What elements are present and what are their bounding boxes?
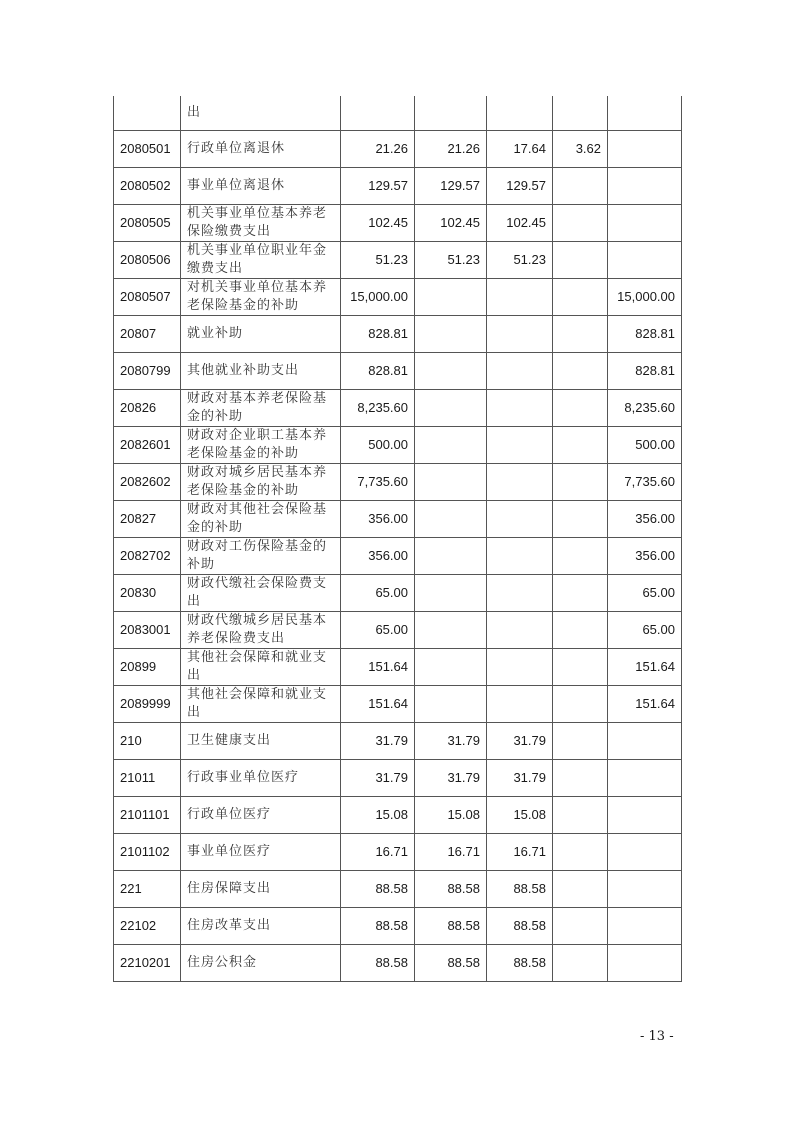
row-name: 财政对企业职工基本养老保险基金的补助 — [181, 426, 341, 463]
row-code: 2101101 — [114, 796, 181, 833]
col-basic-subtotal — [415, 426, 487, 463]
col-total: 500.00 — [341, 426, 415, 463]
col-project — [608, 96, 682, 130]
col-basic-subtotal — [415, 315, 487, 352]
col-personnel: 15.08 — [487, 796, 553, 833]
col-personnel: 88.58 — [487, 870, 553, 907]
col-project: 151.64 — [608, 685, 682, 722]
row-code: 2089999 — [114, 685, 181, 722]
table-row — [114, 389, 682, 426]
row-code: 2101102 — [114, 833, 181, 870]
table-row — [114, 96, 682, 130]
col-basic-subtotal: 31.79 — [415, 759, 487, 796]
row-name: 住房公积金 — [181, 944, 341, 981]
col-total: 88.58 — [341, 870, 415, 907]
col-personnel — [487, 426, 553, 463]
col-basic-subtotal: 31.79 — [415, 722, 487, 759]
col-project: 828.81 — [608, 352, 682, 389]
col-basic-subtotal: 21.26 — [415, 130, 487, 167]
col-basic-subtotal: 15.08 — [415, 796, 487, 833]
col-project — [608, 167, 682, 204]
col-total — [341, 96, 415, 130]
row-code: 221 — [114, 870, 181, 907]
col-public — [553, 463, 608, 500]
col-project: 356.00 — [608, 500, 682, 537]
col-basic-subtotal — [415, 389, 487, 426]
col-personnel: 88.58 — [487, 907, 553, 944]
col-public — [553, 167, 608, 204]
col-public — [553, 944, 608, 981]
budget-table — [113, 96, 682, 982]
col-personnel — [487, 96, 553, 130]
table-row — [114, 833, 682, 870]
col-basic-subtotal: 88.58 — [415, 944, 487, 981]
col-project — [608, 870, 682, 907]
table-row — [114, 537, 682, 574]
table-row — [114, 315, 682, 352]
row-name: 事业单位离退休 — [181, 167, 341, 204]
row-name: 机关事业单位职业年金缴费支出 — [181, 241, 341, 278]
col-public — [553, 574, 608, 611]
row-name: 其他社会保障和就业支出 — [181, 648, 341, 685]
row-name: 就业补助 — [181, 315, 341, 352]
col-personnel: 16.71 — [487, 833, 553, 870]
col-basic-subtotal: 88.58 — [415, 870, 487, 907]
row-code: 2210201 — [114, 944, 181, 981]
col-project — [608, 944, 682, 981]
col-basic-subtotal — [415, 463, 487, 500]
col-public — [553, 352, 608, 389]
row-code: 20830 — [114, 574, 181, 611]
row-code: 20807 — [114, 315, 181, 352]
col-personnel — [487, 611, 553, 648]
col-total: 31.79 — [341, 722, 415, 759]
col-project — [608, 796, 682, 833]
col-personnel — [487, 463, 553, 500]
col-public — [553, 685, 608, 722]
col-total: 16.71 — [341, 833, 415, 870]
table-row — [114, 685, 682, 722]
col-public — [553, 833, 608, 870]
col-personnel: 17.64 — [487, 130, 553, 167]
col-total: 356.00 — [341, 537, 415, 574]
table-row — [114, 870, 682, 907]
row-code: 20827 — [114, 500, 181, 537]
row-name: 事业单位医疗 — [181, 833, 341, 870]
col-project — [608, 204, 682, 241]
row-name: 财政代缴社会保险费支出 — [181, 574, 341, 611]
col-public — [553, 648, 608, 685]
col-personnel — [487, 352, 553, 389]
col-total: 151.64 — [341, 648, 415, 685]
col-project — [608, 833, 682, 870]
col-project: 828.81 — [608, 315, 682, 352]
row-code: 2080506 — [114, 241, 181, 278]
col-public — [553, 204, 608, 241]
row-name: 行政单位医疗 — [181, 796, 341, 833]
col-public — [553, 759, 608, 796]
col-total: 65.00 — [341, 574, 415, 611]
row-name: 其他就业补助支出 — [181, 352, 341, 389]
col-public: 3.62 — [553, 130, 608, 167]
table-row — [114, 130, 682, 167]
col-personnel — [487, 537, 553, 574]
col-total: 129.57 — [341, 167, 415, 204]
table-row — [114, 204, 682, 241]
col-basic-subtotal — [415, 611, 487, 648]
col-public — [553, 870, 608, 907]
row-name: 其他社会保障和就业支出 — [181, 685, 341, 722]
col-public — [553, 907, 608, 944]
col-public — [553, 315, 608, 352]
row-code: 22102 — [114, 907, 181, 944]
col-public — [553, 389, 608, 426]
col-personnel: 31.79 — [487, 759, 553, 796]
col-personnel — [487, 574, 553, 611]
row-name: 财政对工伤保险基金的补助 — [181, 537, 341, 574]
row-name: 卫生健康支出 — [181, 722, 341, 759]
table-row — [114, 611, 682, 648]
col-total: 102.45 — [341, 204, 415, 241]
col-project — [608, 907, 682, 944]
table-row — [114, 426, 682, 463]
col-public — [553, 500, 608, 537]
table-row — [114, 759, 682, 796]
row-code: 2082601 — [114, 426, 181, 463]
col-total: 51.23 — [341, 241, 415, 278]
row-name: 出 — [181, 96, 341, 130]
col-basic-subtotal: 129.57 — [415, 167, 487, 204]
col-personnel — [487, 315, 553, 352]
col-public — [553, 426, 608, 463]
col-personnel — [487, 389, 553, 426]
row-code: 2080507 — [114, 278, 181, 315]
col-project — [608, 130, 682, 167]
col-total: 828.81 — [341, 315, 415, 352]
col-project: 500.00 — [608, 426, 682, 463]
col-basic-subtotal — [415, 685, 487, 722]
col-basic-subtotal — [415, 96, 487, 130]
col-total: 356.00 — [341, 500, 415, 537]
col-basic-subtotal — [415, 278, 487, 315]
row-name: 财政对其他社会保险基金的补助 — [181, 500, 341, 537]
col-basic-subtotal: 16.71 — [415, 833, 487, 870]
row-code: 210 — [114, 722, 181, 759]
table-row — [114, 500, 682, 537]
col-personnel: 129.57 — [487, 167, 553, 204]
col-basic-subtotal — [415, 537, 487, 574]
col-basic-subtotal: 51.23 — [415, 241, 487, 278]
col-basic-subtotal — [415, 500, 487, 537]
col-total: 828.81 — [341, 352, 415, 389]
col-project — [608, 759, 682, 796]
col-public — [553, 722, 608, 759]
row-name: 财政代缴城乡居民基本养老保险费支出 — [181, 611, 341, 648]
col-public — [553, 278, 608, 315]
col-project: 8,235.60 — [608, 389, 682, 426]
col-project: 356.00 — [608, 537, 682, 574]
row-name: 财政对基本养老保险基金的补助 — [181, 389, 341, 426]
row-code: 21011 — [114, 759, 181, 796]
col-total: 15,000.00 — [341, 278, 415, 315]
col-basic-subtotal — [415, 352, 487, 389]
table-row — [114, 167, 682, 204]
row-name: 行政事业单位医疗 — [181, 759, 341, 796]
col-total: 65.00 — [341, 611, 415, 648]
row-code: 20826 — [114, 389, 181, 426]
col-basic-subtotal: 102.45 — [415, 204, 487, 241]
row-name: 行政单位离退休 — [181, 130, 341, 167]
row-name: 住房保障支出 — [181, 870, 341, 907]
row-code: 20899 — [114, 648, 181, 685]
col-public — [553, 537, 608, 574]
table-row — [114, 944, 682, 981]
row-code: 2083001 — [114, 611, 181, 648]
table-row — [114, 463, 682, 500]
col-total: 151.64 — [341, 685, 415, 722]
table-row — [114, 574, 682, 611]
col-public — [553, 96, 608, 130]
table-row — [114, 352, 682, 389]
table-row — [114, 907, 682, 944]
col-basic-subtotal: 88.58 — [415, 907, 487, 944]
page-number: - 13 - — [640, 1029, 674, 1044]
table-row — [114, 278, 682, 315]
col-project — [608, 241, 682, 278]
col-basic-subtotal — [415, 648, 487, 685]
col-total: 15.08 — [341, 796, 415, 833]
row-code — [114, 96, 181, 130]
col-personnel: 88.58 — [487, 944, 553, 981]
col-total: 31.79 — [341, 759, 415, 796]
col-total: 88.58 — [341, 944, 415, 981]
row-name: 对机关事业单位基本养老保险基金的补助 — [181, 278, 341, 315]
col-project: 65.00 — [608, 574, 682, 611]
row-code: 2080799 — [114, 352, 181, 389]
col-basic-subtotal — [415, 574, 487, 611]
col-project: 151.64 — [608, 648, 682, 685]
col-personnel: 31.79 — [487, 722, 553, 759]
row-code: 2080502 — [114, 167, 181, 204]
row-code: 2082602 — [114, 463, 181, 500]
col-total: 8,235.60 — [341, 389, 415, 426]
row-code: 2080505 — [114, 204, 181, 241]
table-body — [114, 96, 682, 981]
col-personnel — [487, 278, 553, 315]
row-name: 财政对城乡居民基本养老保险基金的补助 — [181, 463, 341, 500]
col-project: 15,000.00 — [608, 278, 682, 315]
col-personnel: 102.45 — [487, 204, 553, 241]
col-personnel — [487, 648, 553, 685]
col-personnel — [487, 685, 553, 722]
col-total: 21.26 — [341, 130, 415, 167]
table-row — [114, 648, 682, 685]
table-row — [114, 241, 682, 278]
row-code: 2082702 — [114, 537, 181, 574]
row-name: 机关事业单位基本养老保险缴费支出 — [181, 204, 341, 241]
col-project: 7,735.60 — [608, 463, 682, 500]
col-project: 65.00 — [608, 611, 682, 648]
row-name: 住房改革支出 — [181, 907, 341, 944]
col-public — [553, 611, 608, 648]
col-project — [608, 722, 682, 759]
table-row — [114, 796, 682, 833]
col-total: 7,735.60 — [341, 463, 415, 500]
row-code: 2080501 — [114, 130, 181, 167]
col-personnel — [487, 500, 553, 537]
col-total: 88.58 — [341, 907, 415, 944]
table-row — [114, 722, 682, 759]
col-public — [553, 796, 608, 833]
col-personnel: 51.23 — [487, 241, 553, 278]
col-public — [553, 241, 608, 278]
